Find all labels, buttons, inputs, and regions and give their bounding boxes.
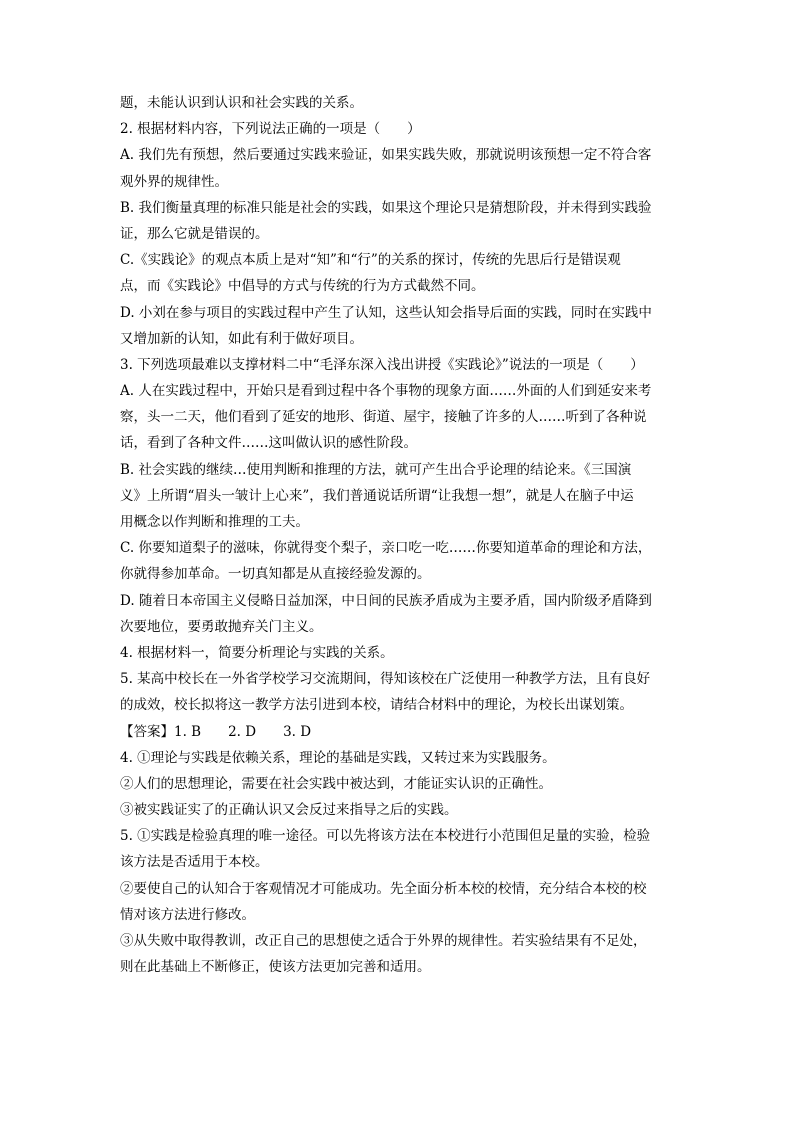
question-2-option-a: A. 我们先有预想，然后要通过实践来验证，如果实践失败，那就说明该预想一定不符合客: [120, 147, 652, 164]
answer-5-point-2: ②要使自己的认知合于客观情况才可能成功。先全面分析本校的校情，充分结合本校的校: [120, 880, 647, 897]
answer-key: 【答案】1. B 2. D 3. D: [120, 723, 312, 740]
question-2-option-d: D. 小刘在参与项目的实践过程中产生了认知，这些认知会指导后面的实践，同时在实践中: [120, 304, 652, 321]
question-2-option-c-cont: 点，而《实践论》中倡导的方式与传统的行为方式截然不同。: [120, 278, 485, 295]
question-3-option-b-cont-1: 义》上所谓“眉头一皱计上心来”，我们普通说话所谓“让我想一想”，就是人在脑子中运: [120, 487, 634, 504]
answer-4-point-2: ②人们的思想理论，需要在社会实践中被达到，才能证实认识的正确性。: [120, 775, 552, 792]
text-line-1: 题，未能认识到认识和社会实践的关系。: [120, 95, 363, 111]
answer-4-point-1: 4. ①理论与实践是依赖关系，理论的基础是实践，又转过来为实践服务。: [120, 749, 556, 766]
question-3-option-c-cont: 你就得参加革命。一切真知都是从直接经验发源的。: [120, 566, 431, 583]
question-2-option-d-cont: 又增加新的认知，如此有利于做好项目。: [120, 330, 363, 347]
question-5-stem: 5. 某高中校长在一外省学校学习交流期间，得知该校在广泛使用一种教学方法，且有良好: [120, 671, 651, 688]
question-3-option-b: B. 社会实践的继续…使用判断和推理的方法，就可产生出合乎论理的结论来。《三国演: [120, 461, 632, 478]
question-5-stem-cont: 的成效，校长拟将这一教学方法引进到本校，请结合材料中的理论，为校长出谋划策。: [120, 697, 633, 714]
question-3-option-a-cont-1: 察，头一二天，他们看到了延安的地形、街道、屋宇，接触了许多的人……听到了各种说: [120, 409, 647, 426]
answer-5-point-1-cont: 该方法是否适用于本校。: [120, 854, 269, 871]
answer-5-point-1: 5. ①实践是检验真理的唯一途径。可以先将该方法在本校进行小范围但足量的实验，检验: [120, 828, 651, 845]
question-3-stem: 3. 下列选项最难以支撑材料二中“毛泽东深入浅出讲授《实践论》”说法的一项是（ ）: [120, 356, 644, 373]
question-3-option-a-cont-2: 话，看到了各种文件……这叫做认识的感性阶段。: [120, 435, 417, 452]
answer-5-point-3: ③从失败中取得教训，改正自己的思想使之适合于外界的规律性。若实验结果有不足处，: [120, 933, 647, 949]
question-2-option-a-cont: 观外界的规律性。: [120, 173, 228, 190]
question-3-option-a: A. 人在实践过程中，开始只是看到过程中各个事物的现象方面……外面的人们到延安来考: [120, 383, 652, 400]
question-2-option-b-cont: 证，那么它就是错误的。: [120, 225, 269, 242]
question-4-stem: 4. 根据材料一，简要分析理论与实践的关系。: [120, 644, 394, 661]
question-2-option-b: B. 我们衡量真理的标准只能是社会的实践，如果这个理论只是猜想阶段，并未得到实践验: [120, 199, 652, 216]
question-3-option-c: C. 你要知道梨子的滋味，你就得变个梨子，亲口吃一吃……你要知道革命的理论和方法，: [120, 540, 652, 557]
question-2-stem: 2. 根据材料内容，下列说法正确的一项是（ ）: [120, 121, 421, 138]
answer-5-point-2-cont: 情对该方法进行修改。: [120, 906, 255, 923]
question-3-option-b-cont-2: 用概念以作判断和推理的工夫。: [120, 514, 309, 530]
document-body: [120, 90, 676, 980]
answer-5-point-3-cont: 则在此基础上不断修正，使该方法更加完善和适用。: [120, 959, 431, 976]
answer-4-point-3: ③被实践证实了的正确认识又会反过来指导之后的实践。: [120, 802, 458, 819]
question-3-option-d-cont: 次要地位，要勇敢抛弃关门主义。: [120, 618, 323, 635]
question-3-option-d: D. 随着日本帝国主义侵略日益加深，中日间的民族矛盾成为主要矛盾，国内阶级矛盾降到: [120, 592, 652, 609]
question-2-option-c: C.《实践论》的观点本质上是对“知”和“行”的关系的探讨，传统的先思后行是错误观: [120, 252, 621, 269]
